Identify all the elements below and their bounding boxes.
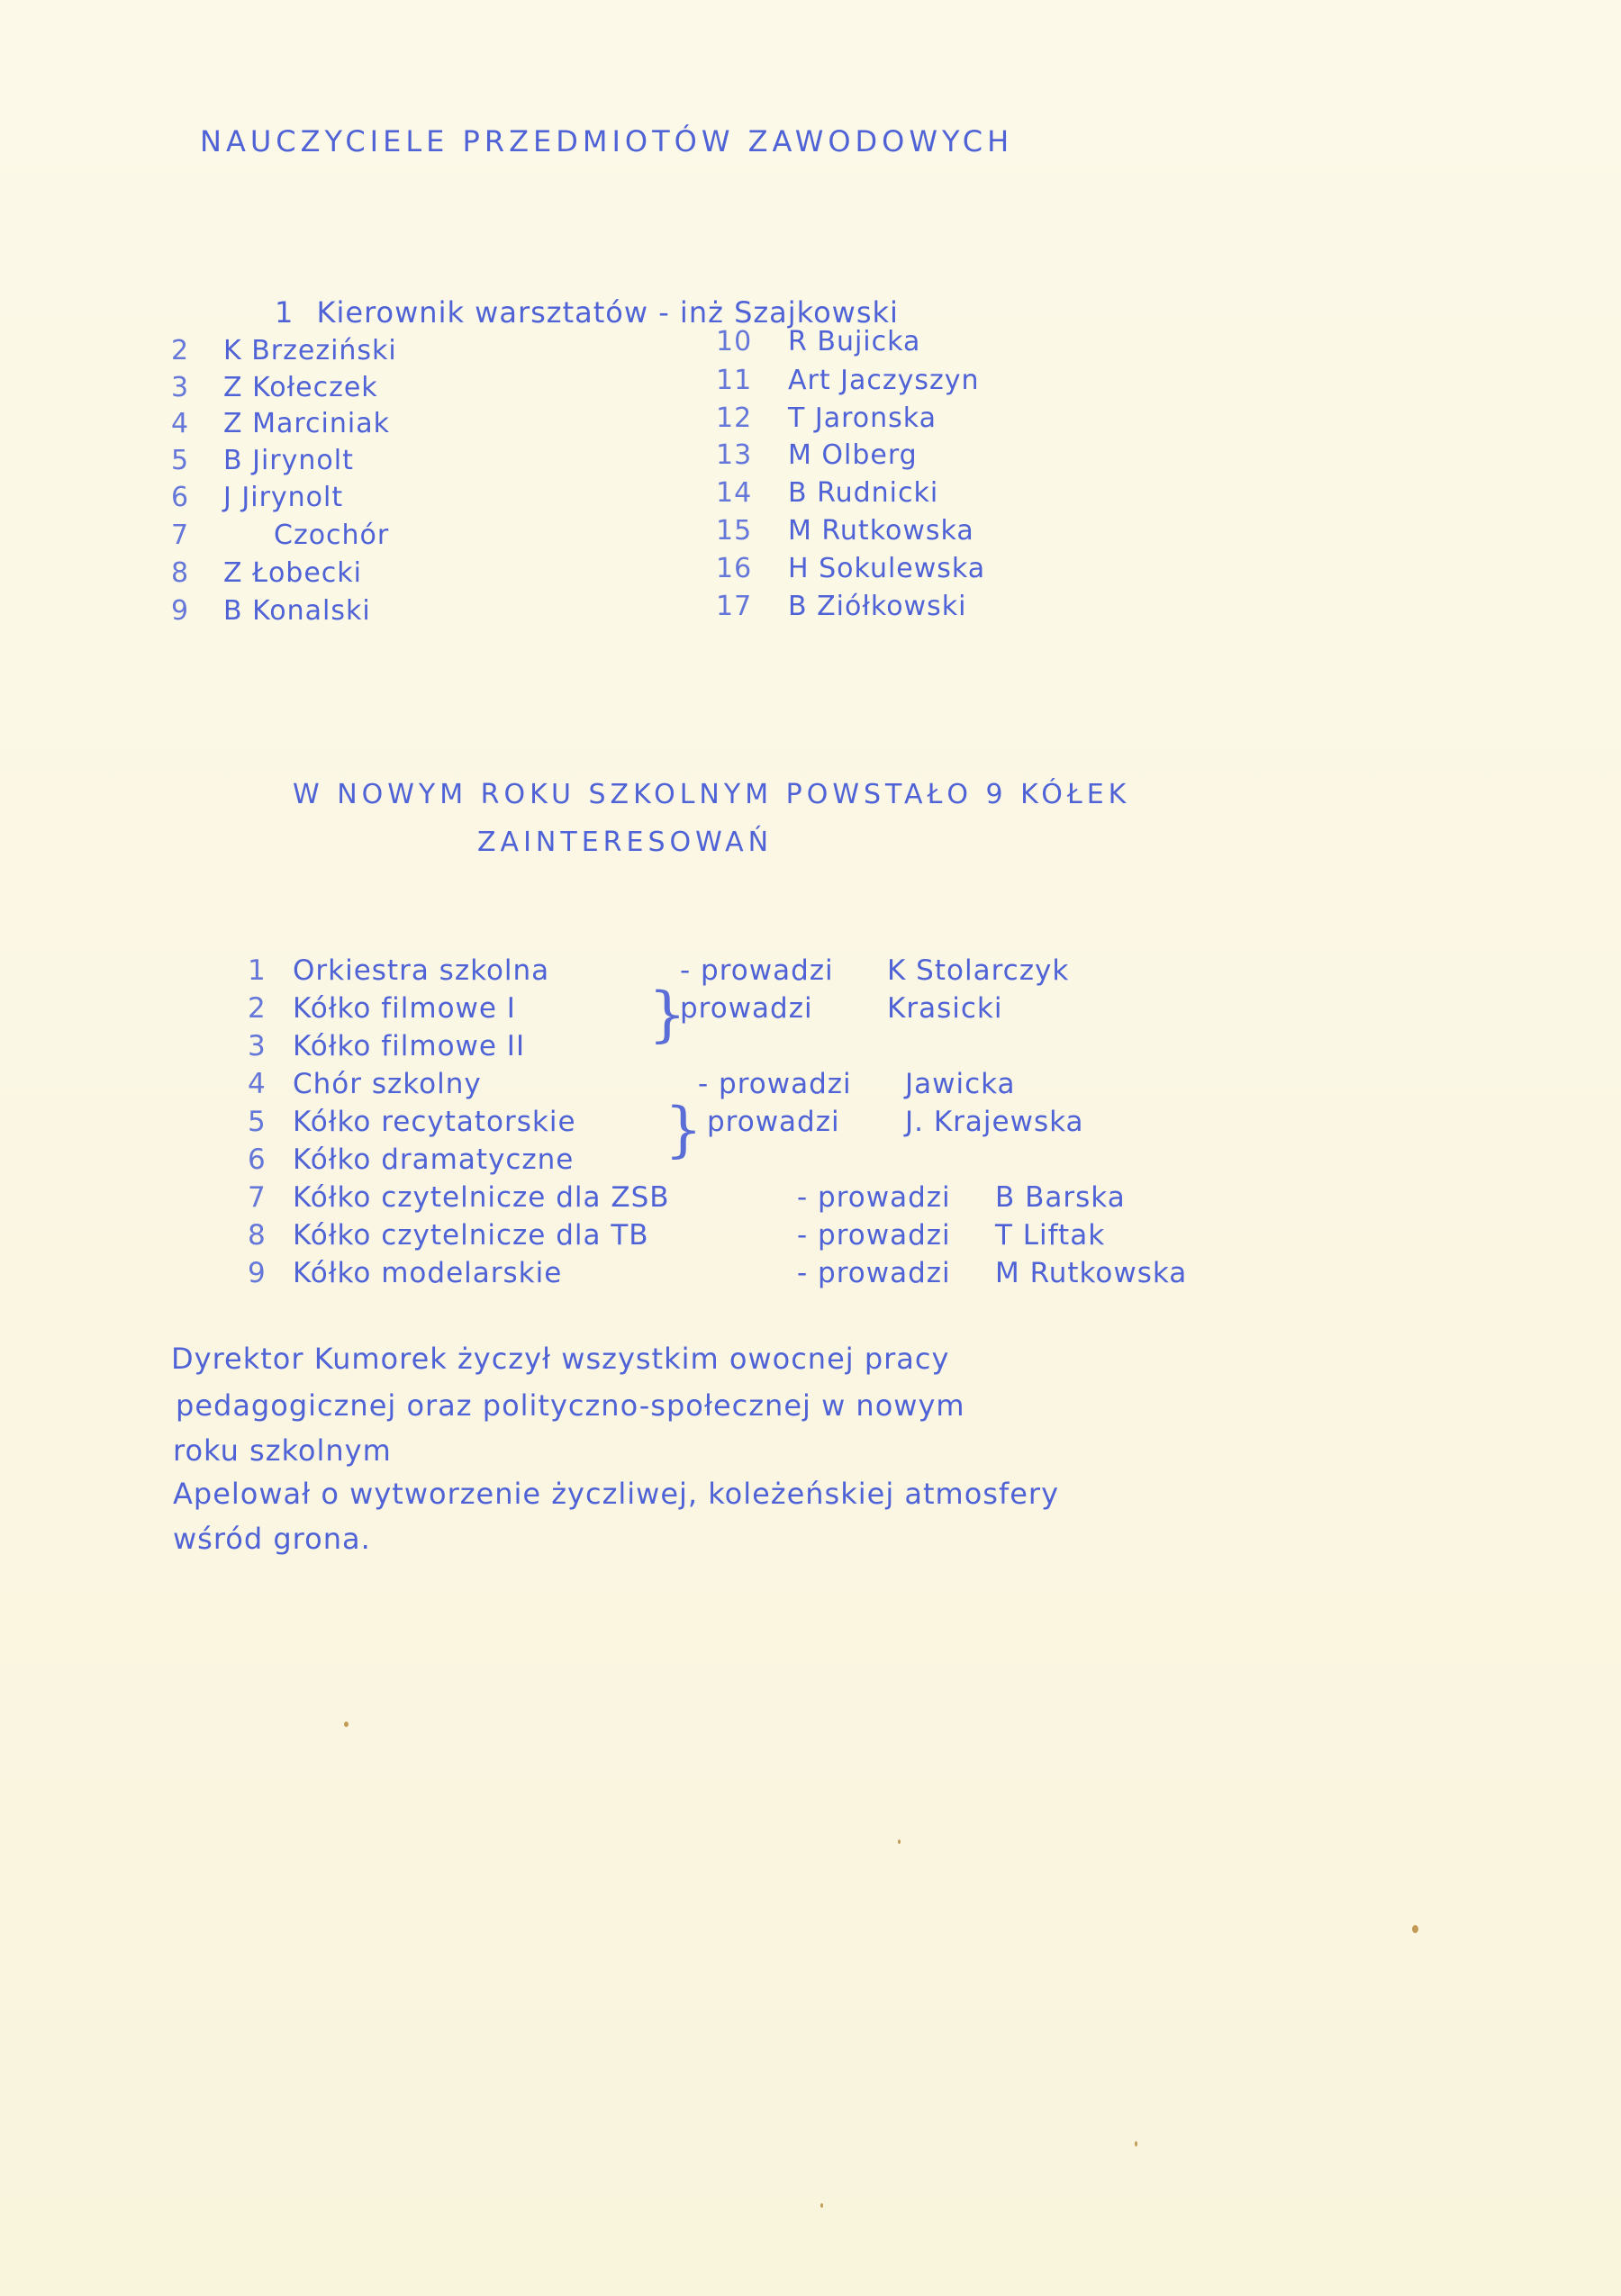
staff-list-item: 3 Z Kołeczek [171,372,378,403]
club-item: 6 Kółko dramatyczne [248,1143,575,1176]
staff-list-item: 13 M Olberg [716,439,918,471]
staff-list-item: 9 B Konalski [171,595,371,627]
paragraph-line: Dyrektor Kumorek życzył wszystkim owocnej pracy [171,1342,950,1376]
staff-list-item: 6 J Jirynolt [171,482,344,513]
paper-speck [820,2203,823,2208]
club-item: 7 Kółko czytelnicze dla ZSB - prowadzi B Barska [248,1181,1126,1214]
staff-list-item: 7 Czochór [171,520,390,551]
club-item: 9 Kółko modelarskie - prowadzi M Rutkowska [248,1257,1188,1289]
brace-mark: } [665,1095,702,1164]
staff-list-item: 12 T Jaronska [716,402,937,434]
paper-speck [1412,1925,1418,1933]
club-item: 3 Kółko filmowe II [248,1030,526,1062]
paragraph-line: Apelował o wytworzenie życzliwej, koleżeńskiej atmosfery [173,1477,1060,1511]
staff-heading-text: Kierownik warsztatów - inż Szajkowski [316,295,899,330]
paper-speck [1135,2141,1137,2147]
staff-list-item: 5 B Jirynolt [171,445,354,476]
staff-heading [275,295,899,330]
brace-mark: } [648,980,686,1049]
staff-list-item: 4 Z Marciniak [171,408,390,439]
staff-list-item: 11 Art Jaczyszyn [716,365,980,396]
club-item: 2 Kółko filmowe I prowadzi Krasicki [248,992,1003,1025]
staff-list-item: 17 B Ziółkowski [716,591,967,622]
paragraph-line: wśród grona. [173,1522,371,1556]
club-item: 5 Kółko recytatorskie prowadzi J. Krajewska [248,1106,1084,1138]
staff-list-item: 10 R Bujicka [716,326,921,357]
staff-list-item: 16 H Sokulewska [716,553,986,584]
clubs-heading-continued: ZAINTERESOWAŃ [477,827,774,858]
staff-heading-number: 1 [275,295,294,330]
staff-list-item: 14 B Rudnicki [716,477,939,509]
club-item: 1 Orkiestra szkolna - prowadzi K Stolarczyk [248,954,1070,987]
club-item: 4 Chór szkolny - prowadzi Jawicka [248,1068,1016,1100]
staff-list-item: 8 Z Łobecki [171,557,363,589]
clubs-heading: W NOWYM ROKU SZKOLNYM POWSTAŁO 9 KÓŁEK [293,779,1131,810]
paragraph-line: roku szkolnym [173,1433,392,1468]
staff-list-item: 15 M Rutkowska [716,515,974,547]
paper-speck [898,1840,901,1844]
paper-speck [344,1722,349,1727]
club-item: 8 Kółko czytelnicze dla TB - prowadzi T Liftak [248,1219,1106,1252]
staff-list-item: 2 K Brzeziński [171,335,397,366]
document-title: NAUCZYCIELE PRZEDMIOTÓW ZAWODOWYCH [200,124,1014,158]
paragraph-line: pedagogicznej oraz polityczno-społecznej w nowym [176,1388,965,1423]
